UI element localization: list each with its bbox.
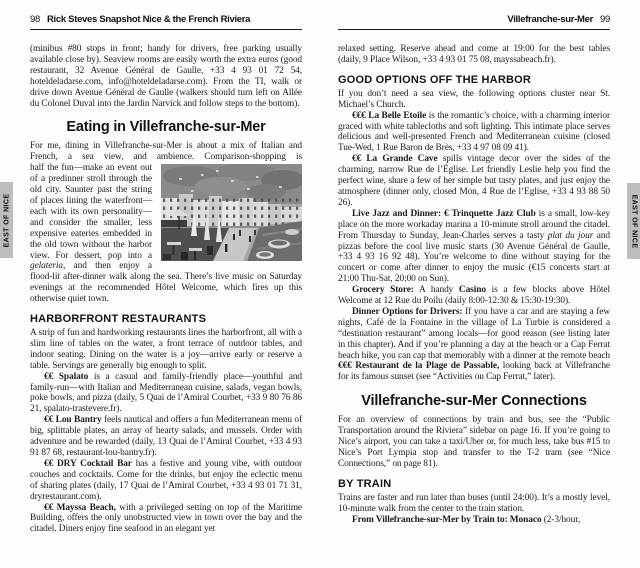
side-tab-label: EAST OF NICE [3, 193, 10, 247]
italic-text: gelateria [30, 261, 63, 272]
text: A strip of fun and hardworking restaurants lines the harborfront, all with a slim line of tables on the water, a front terrace of outdoor tables, and indoor seating. Dining on the water is a joy—arrive early or reserve a table. Servings are generally big enough to split. [30, 328, 302, 371]
side-tab-east-of-nice-left [0, 182, 13, 258]
italic-text: plat du jour [547, 230, 594, 241]
bold-text: €€€ La Belle Etoile [352, 110, 427, 121]
text: A handy [413, 285, 459, 296]
body-paragraph [30, 163, 302, 305]
header-rule-right [338, 29, 610, 30]
body-paragraph [30, 44, 302, 109]
text: is the romantic’s choice, with a charming interior graced with white tablecloths and soft lighting. This intimate place serves delicious and well-presented French and Mediterranean cuisine (closed Tue-Wed, 1 Rue Baron de Brès, +33 4 97 08 09 41). [338, 110, 610, 154]
text: with a privileged setting on top of the Maritime Building, offers the only unobstructed view in town over the bay and the citadel. Diners enjoy fine seafood in an elegant yet [30, 502, 302, 535]
section-heading: Eating in Villefranche-sur-Mer [66, 119, 266, 136]
text: half the fun—make an event out of a predinner stroll through the old city. Saunter past the string of places lining the waterfront—each with its own personality—and consider the smaller, less expensive eateries embedded in the old town without the harbor view. For dessert, pop into a [30, 163, 152, 261]
running-title-left: Rick Steves Snapshot Nice & the French Riviera [46, 14, 251, 25]
body-paragraph [30, 503, 302, 536]
page-right [320, 0, 640, 568]
body-paragraph [338, 515, 610, 526]
bold-text: Dinner Options for Drivers: [352, 306, 463, 317]
bold-text: From Villefranche-sur-Mer by Train to: Monaco [352, 514, 542, 525]
text: feels nautical and offers a fun Mediterranean menu of big, splittable plates, an array of hearty salads, and mussels. Order with adventure and be rewarded (daily, 13 Quai de l’Amiral Courbet, +33 4 93 91 87 68, restaurant-lou-bantry.fr). [30, 415, 302, 458]
body-paragraph [338, 493, 610, 515]
running-head-left [30, 14, 250, 26]
text: and pizzas before the cool live music starts (30 Avenue Général de Gaulle, +33 4 93 16 92 48). You’re welcome to dine without staying for the concert or come after dinner to enjoy the music (€15 concerts start at 21:00 Thu-Sat, 20:00 on Sun). [338, 230, 610, 285]
text: If you don’t need a sea view, the following options cluster near St. Michael’s Church. [338, 88, 610, 110]
side-tab-east-of-nice-right [627, 183, 640, 259]
text: is a small, low-key place on the more workaday marina a 10-minute stroll around the citadel. From Thursday to Sunday, Jean-Charles serves a tasty [338, 208, 610, 241]
text: For me, dining in Villefranche-sur-Mer is about a mix of Italian and French, a sea view, and ambience. Comparison-shopping is [30, 141, 302, 163]
body-paragraph [338, 415, 610, 470]
running-title-right: Villefranche-sur-Mer [507, 14, 594, 25]
harborfront-photo-illustration [161, 164, 302, 261]
text: Trains are faster and run later than buses (until 24:00). It’s a mostly level, 10-minute walk from the center to the train station. [338, 492, 610, 514]
body-paragraph [30, 415, 302, 459]
page-number-left: 98 [30, 14, 40, 25]
text: (minibus #80 stops in front; handy for drivers, free parking usually available close by). Seaview rooms are easily worth the extra euros (good restaurant, 32 Avenue Général de Gaulle, +33 4 93 01 72 54, hoteldeladarse.com, info@hoteldeladarse.com). From the TI, walk or drive down Avenue Général de Gaulle (walkers should turn left on Allée du Colonel Duval into the Jardin Narvick and follow steps to the bottom). [30, 44, 302, 109]
bold-text: €€ Spalato [44, 371, 89, 382]
bold-text: Casino [458, 285, 486, 296]
bold-text: €€ Lou Bantry [44, 415, 102, 426]
text: , and then enjoy a flood-lit after-dinner walk along the sea. There’s live music on Saturday evenings at the recommended Hôtel Welcome, which fires up this otherwise quiet town. [30, 261, 302, 305]
body-paragraph [338, 209, 610, 285]
body-paragraph [30, 372, 302, 416]
bold-text: €€ Mayssa Beach, [44, 502, 116, 513]
body-paragraph [338, 44, 610, 66]
bold-text: €€ DRY Cocktail Bar [44, 458, 132, 469]
text-column-left [30, 44, 302, 556]
text-column-right [338, 44, 610, 556]
text: looking back at Villefranche for its famous sunset (see “Activities on Cap Ferrat,” later). [338, 361, 610, 383]
subsection-heading: HARBORFRONT RESTAURANTS [30, 313, 207, 326]
text: (2-3/hour, [541, 514, 581, 525]
subsection-heading: GOOD OPTIONS OFF THE HARBOR [338, 73, 532, 86]
side-tab-label: EAST OF NICE [630, 194, 637, 248]
harborfront-photo [161, 164, 302, 261]
section-heading: Villefranche-sur-Mer Connections [361, 393, 587, 410]
body-paragraph [338, 307, 610, 383]
body-paragraph [30, 328, 302, 372]
body-paragraph [338, 154, 610, 209]
bold-text: €€€ Restaurant de la Plage de Passable, [338, 361, 500, 372]
bold-text: €€ La Grande Cave [352, 154, 438, 165]
text: has a festive and young vibe, with outdoor couches and cocktails. Come for the drinks, but enjoy the eclectic menu of sharing plates (daily, 17 Quai de l’Amiral Courbet, +33 4 93 01 71 31, dryrestaurant.com). [30, 458, 302, 502]
header-rule-left [30, 29, 302, 30]
text: is a few blocks above Hôtel Welcome at 12 Rue du Poilu (daily 8:00-12:30 & 15:30-19:30). [338, 285, 610, 307]
body-paragraph [338, 285, 610, 307]
text: For an overview of connections by train and bus, see the “Public Transportation around the Riviera” sidebar on page 16. If you’re going to Nice’s airport, you can take a taxi/Uber or, for much less, take bus #15 to Nice’s Port Lympia stop and transfer to the T-2 tram (see “Nice Connections,” on page 81). [338, 415, 610, 469]
body-paragraph [30, 141, 302, 163]
body-paragraph [30, 459, 302, 503]
page-number-right: 99 [600, 14, 610, 25]
text: relaxed setting. Reserve ahead and come at 19:00 for the best tables (daily, 9 Place Wilson, +33 4 93 01 75 08, mayssabeach.fr). [338, 44, 610, 65]
text: is a casual and family-friendly place—youthful and family-run—with Italian and Mediterranean cuisine, salads, vegan bowls, poke bowls, and pizza (daily, 5 Quai de l’Amiral Courbet, +33 9 80 76 86 21, spalato-trastevere.fr). [30, 371, 302, 415]
subsection-heading: BY TRAIN [338, 477, 392, 490]
body-paragraph [338, 111, 610, 155]
bold-text: Grocery Store: [352, 285, 414, 296]
body-paragraph [338, 89, 610, 111]
running-head-right [507, 14, 610, 26]
bold-text: Live Jazz and Dinner: € Trinquette Jazz Club [352, 208, 536, 219]
text: If you have a car and are staying a few nights, Café de la Fontaine in the village of La Turbie is considered a “destination restaurant” among locals—for good reason (see listing later in this chapter). And if you’re planning a day at the beach or a Cap Ferrat beach hike, you can cap that memorably with a dinner at the remote beach [338, 306, 610, 361]
text: spills vintage decor over the sides of the charming, narrow Rue de l’Église. Let friendly Leslie help you find the perfect wine, share a few of her simple but tasty plates, and just enjoy the atmosphere (dinner only, closed Mon, 4 Rue de l’Eglise, +33 4 93 88 50 26). [338, 154, 610, 208]
